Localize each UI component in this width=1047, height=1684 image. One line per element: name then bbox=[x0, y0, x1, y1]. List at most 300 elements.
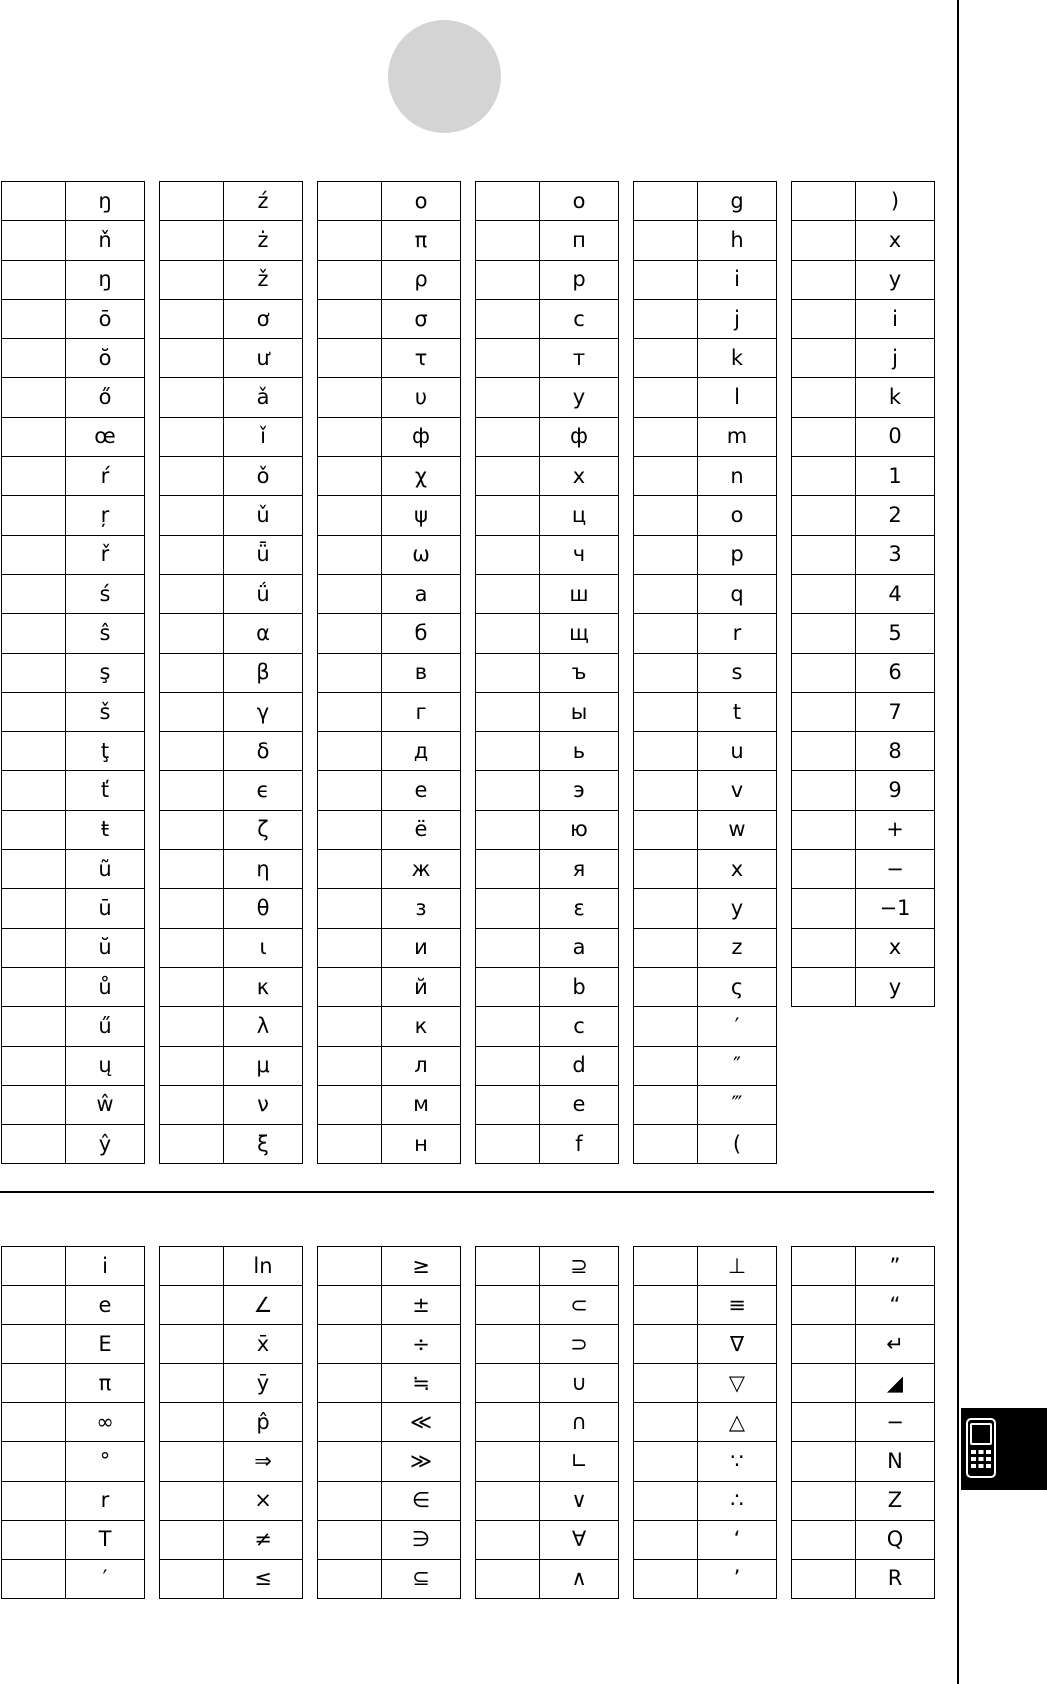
code-cell bbox=[476, 1520, 540, 1559]
code-cell bbox=[318, 1247, 382, 1286]
glyph-cell: ≡ bbox=[698, 1286, 777, 1325]
code-cell bbox=[2, 1046, 66, 1085]
glyph-cell: −1 bbox=[856, 889, 935, 928]
glyph-cell: ф bbox=[382, 417, 461, 456]
glyph-cell: ′ bbox=[66, 1559, 145, 1598]
glyph-cell: y bbox=[856, 260, 935, 299]
glyph-cell: ź bbox=[224, 182, 303, 221]
glyph-cell: ≥ bbox=[382, 1247, 461, 1286]
glyph-cell: е bbox=[382, 771, 461, 810]
glyph-cell: ǔ bbox=[224, 496, 303, 535]
table-row bbox=[476, 889, 619, 928]
glyph-cell: 5 bbox=[856, 614, 935, 653]
glyph-cell: u bbox=[698, 732, 777, 771]
code-cell bbox=[160, 1325, 224, 1364]
code-cell bbox=[318, 1559, 382, 1598]
glyph-cell: χ bbox=[382, 457, 461, 496]
glyph-cell: ± bbox=[382, 1286, 461, 1325]
glyph-cell: ǒ bbox=[224, 457, 303, 496]
table-row bbox=[476, 1125, 619, 1164]
table-row bbox=[634, 1520, 777, 1559]
table-row bbox=[792, 417, 935, 456]
glyph-cell: 0 bbox=[856, 417, 935, 456]
table-row bbox=[792, 535, 935, 574]
table-row bbox=[634, 339, 777, 378]
glyph-cell: ∀ bbox=[540, 1520, 619, 1559]
table-row bbox=[2, 614, 145, 653]
code-cell bbox=[476, 967, 540, 1006]
glyph-cell: y bbox=[698, 889, 777, 928]
code-cell bbox=[2, 732, 66, 771]
table-row bbox=[318, 1286, 461, 1325]
glyph-cell: х bbox=[540, 457, 619, 496]
glyph-cell: N bbox=[856, 1442, 935, 1481]
glyph-cell: o bbox=[698, 496, 777, 535]
code-cell bbox=[792, 260, 856, 299]
table-row bbox=[318, 1442, 461, 1481]
char-table-4 bbox=[475, 181, 619, 1164]
table-row bbox=[2, 967, 145, 1006]
glyph-cell: ŏ bbox=[66, 339, 145, 378]
symbol-table-3 bbox=[317, 1246, 461, 1599]
glyph-cell: ⇒ bbox=[224, 1442, 303, 1481]
code-cell bbox=[2, 457, 66, 496]
table-row bbox=[318, 496, 461, 535]
table-row bbox=[2, 339, 145, 378]
glyph-cell: ч bbox=[540, 535, 619, 574]
table-row bbox=[476, 457, 619, 496]
code-cell bbox=[634, 692, 698, 731]
glyph-cell: т bbox=[540, 339, 619, 378]
table-row bbox=[792, 1325, 935, 1364]
glyph-cell: △ bbox=[698, 1403, 777, 1442]
glyph-cell: e bbox=[540, 1085, 619, 1124]
code-cell bbox=[160, 1520, 224, 1559]
symbol-table-5 bbox=[633, 1246, 777, 1599]
table-row bbox=[318, 1364, 461, 1403]
table-row bbox=[634, 850, 777, 889]
code-cell bbox=[2, 810, 66, 849]
glyph-cell: з bbox=[382, 889, 461, 928]
table-row bbox=[476, 417, 619, 456]
table-row bbox=[634, 732, 777, 771]
glyph-cell: i bbox=[698, 260, 777, 299]
table-row bbox=[634, 457, 777, 496]
code-cell bbox=[476, 1442, 540, 1481]
code-cell bbox=[160, 1007, 224, 1046]
glyph-cell: ο bbox=[382, 182, 461, 221]
glyph-cell: ё bbox=[382, 810, 461, 849]
table-row bbox=[160, 1403, 303, 1442]
glyph-cell: ( bbox=[698, 1125, 777, 1164]
glyph-cell: и bbox=[382, 928, 461, 967]
table-row bbox=[318, 889, 461, 928]
glyph-cell: ≤ bbox=[224, 1559, 303, 1598]
table-row bbox=[792, 574, 935, 613]
glyph-cell: − bbox=[856, 1403, 935, 1442]
table-row bbox=[792, 457, 935, 496]
code-cell bbox=[160, 496, 224, 535]
code-cell bbox=[792, 1481, 856, 1520]
glyph-cell: q bbox=[698, 574, 777, 613]
glyph-cell: ∠ bbox=[224, 1286, 303, 1325]
table-row bbox=[160, 182, 303, 221]
table-row bbox=[634, 967, 777, 1006]
char-table-3 bbox=[317, 181, 461, 1164]
code-cell bbox=[792, 1286, 856, 1325]
table-row bbox=[2, 1364, 145, 1403]
glyph-cell: ρ bbox=[382, 260, 461, 299]
glyph-cell: 8 bbox=[856, 732, 935, 771]
glyph-cell: ÷ bbox=[382, 1325, 461, 1364]
code-cell bbox=[634, 1046, 698, 1085]
table-row bbox=[2, 1085, 145, 1124]
code-cell bbox=[476, 1364, 540, 1403]
code-cell bbox=[634, 1247, 698, 1286]
table-row bbox=[160, 1007, 303, 1046]
code-cell bbox=[318, 339, 382, 378]
code-cell bbox=[318, 653, 382, 692]
glyph-cell: 2 bbox=[856, 496, 935, 535]
glyph-cell: а bbox=[382, 574, 461, 613]
table-row bbox=[476, 1046, 619, 1085]
code-cell bbox=[160, 299, 224, 338]
glyph-cell: − bbox=[856, 850, 935, 889]
glyph-cell: τ bbox=[382, 339, 461, 378]
table-row bbox=[160, 221, 303, 260]
glyph-cell: z bbox=[698, 928, 777, 967]
glyph-cell: δ bbox=[224, 732, 303, 771]
glyph-cell: ≪ bbox=[382, 1403, 461, 1442]
table-row bbox=[792, 1364, 935, 1403]
code-cell bbox=[2, 614, 66, 653]
glyph-cell: ň bbox=[66, 221, 145, 260]
glyph-cell: ť bbox=[66, 771, 145, 810]
table-row bbox=[2, 1046, 145, 1085]
code-cell bbox=[318, 182, 382, 221]
code-cell bbox=[634, 535, 698, 574]
glyph-cell: j bbox=[856, 339, 935, 378]
code-cell bbox=[634, 1442, 698, 1481]
glyph-cell: g bbox=[698, 182, 777, 221]
table-row bbox=[318, 457, 461, 496]
glyph-cell: π bbox=[382, 221, 461, 260]
table-row bbox=[2, 928, 145, 967]
code-cell bbox=[792, 889, 856, 928]
table-row bbox=[634, 417, 777, 456]
table-row bbox=[318, 692, 461, 731]
char-table-5 bbox=[633, 181, 777, 1164]
code-cell bbox=[160, 535, 224, 574]
table-row bbox=[160, 1442, 303, 1481]
code-cell bbox=[792, 928, 856, 967]
table-row bbox=[792, 1247, 935, 1286]
code-cell bbox=[160, 417, 224, 456]
table-row bbox=[2, 496, 145, 535]
glyph-cell: r bbox=[66, 1481, 145, 1520]
glyph-cell: e bbox=[66, 1286, 145, 1325]
table-row bbox=[476, 692, 619, 731]
code-cell bbox=[2, 928, 66, 967]
code-cell bbox=[634, 1286, 698, 1325]
char-table-2 bbox=[159, 181, 303, 1164]
code-cell bbox=[160, 1559, 224, 1598]
code-cell bbox=[2, 1442, 66, 1481]
code-cell bbox=[792, 810, 856, 849]
code-cell bbox=[160, 928, 224, 967]
glyph-cell: ϵ bbox=[224, 771, 303, 810]
code-cell bbox=[634, 850, 698, 889]
glyph-cell: ő bbox=[66, 378, 145, 417]
table-row bbox=[318, 1085, 461, 1124]
table-row bbox=[634, 378, 777, 417]
table-row bbox=[318, 1247, 461, 1286]
code-cell bbox=[634, 1403, 698, 1442]
code-cell bbox=[634, 260, 698, 299]
table-row bbox=[792, 1559, 935, 1598]
code-cell bbox=[318, 928, 382, 967]
code-cell bbox=[160, 850, 224, 889]
table-row bbox=[318, 1481, 461, 1520]
table-row bbox=[634, 810, 777, 849]
glyph-cell: ŋ bbox=[66, 260, 145, 299]
code-cell bbox=[160, 771, 224, 810]
code-cell bbox=[476, 299, 540, 338]
table-row bbox=[2, 535, 145, 574]
table-row bbox=[2, 182, 145, 221]
code-cell bbox=[160, 1442, 224, 1481]
glyph-cell: ư bbox=[224, 339, 303, 378]
glyph-cell: д bbox=[382, 732, 461, 771]
code-cell bbox=[476, 417, 540, 456]
table-row bbox=[634, 653, 777, 692]
code-cell bbox=[634, 1007, 698, 1046]
code-cell bbox=[476, 653, 540, 692]
table-row bbox=[792, 182, 935, 221]
table-row bbox=[318, 221, 461, 260]
table-row bbox=[160, 1247, 303, 1286]
table-row bbox=[2, 1286, 145, 1325]
table-row bbox=[318, 850, 461, 889]
code-cell bbox=[160, 1125, 224, 1164]
code-cell bbox=[792, 653, 856, 692]
code-cell bbox=[792, 732, 856, 771]
table-row bbox=[318, 378, 461, 417]
code-cell bbox=[318, 1286, 382, 1325]
table-row bbox=[476, 535, 619, 574]
symbol-table-6 bbox=[791, 1246, 935, 1599]
table-row bbox=[2, 1125, 145, 1164]
glyph-cell: ∈ bbox=[382, 1481, 461, 1520]
code-cell bbox=[318, 732, 382, 771]
code-cell bbox=[318, 574, 382, 613]
code-cell bbox=[2, 771, 66, 810]
table-row bbox=[318, 1125, 461, 1164]
glyph-cell: γ bbox=[224, 692, 303, 731]
glyph-cell: ∧ bbox=[540, 1559, 619, 1598]
glyph-cell: 1 bbox=[856, 457, 935, 496]
code-cell bbox=[2, 574, 66, 613]
table-row bbox=[2, 1325, 145, 1364]
code-cell bbox=[318, 810, 382, 849]
code-cell bbox=[318, 1046, 382, 1085]
code-cell bbox=[2, 1007, 66, 1046]
glyph-cell: ơ bbox=[224, 299, 303, 338]
glyph-cell: d bbox=[540, 1046, 619, 1085]
glyph-cell: 6 bbox=[856, 653, 935, 692]
glyph-cell: ř bbox=[66, 535, 145, 574]
code-cell bbox=[2, 1559, 66, 1598]
code-cell bbox=[2, 339, 66, 378]
code-cell bbox=[792, 967, 856, 1006]
table-row bbox=[2, 1442, 145, 1481]
glyph-cell: ’ bbox=[698, 1559, 777, 1598]
code-cell bbox=[476, 732, 540, 771]
table-row bbox=[2, 260, 145, 299]
glyph-cell: л bbox=[382, 1046, 461, 1085]
glyph-cell: ż bbox=[224, 221, 303, 260]
glyph-cell: ъ bbox=[540, 653, 619, 692]
code-cell bbox=[476, 614, 540, 653]
glyph-cell: ′ bbox=[698, 1007, 777, 1046]
table-row bbox=[476, 928, 619, 967]
table-row bbox=[2, 417, 145, 456]
code-cell bbox=[318, 850, 382, 889]
table-row bbox=[634, 1325, 777, 1364]
table-row bbox=[634, 299, 777, 338]
glyph-cell: ∞ bbox=[66, 1403, 145, 1442]
glyph-cell: k bbox=[698, 339, 777, 378]
table-row bbox=[634, 221, 777, 260]
code-cell bbox=[318, 299, 382, 338]
code-cell bbox=[476, 1046, 540, 1085]
glyph-cell: ∨ bbox=[540, 1481, 619, 1520]
table-row bbox=[160, 1125, 303, 1164]
glyph-cell: ζ bbox=[224, 810, 303, 849]
glyph-cell: в bbox=[382, 653, 461, 692]
glyph-cell: ф bbox=[540, 417, 619, 456]
glyph-cell: ‴ bbox=[698, 1085, 777, 1124]
table-row bbox=[476, 810, 619, 849]
table-row bbox=[792, 299, 935, 338]
glyph-cell: ° bbox=[66, 1442, 145, 1481]
code-cell bbox=[318, 496, 382, 535]
code-cell bbox=[792, 1325, 856, 1364]
glyph-cell: ▽ bbox=[698, 1364, 777, 1403]
table-row bbox=[318, 535, 461, 574]
table-row bbox=[160, 1481, 303, 1520]
glyph-cell: о bbox=[540, 182, 619, 221]
table-row bbox=[318, 1520, 461, 1559]
table-row bbox=[634, 1403, 777, 1442]
code-cell bbox=[476, 339, 540, 378]
code-cell bbox=[160, 653, 224, 692]
table-row bbox=[2, 1559, 145, 1598]
code-cell bbox=[634, 1085, 698, 1124]
code-cell bbox=[634, 221, 698, 260]
code-cell bbox=[318, 771, 382, 810]
code-cell bbox=[2, 299, 66, 338]
code-cell bbox=[476, 1325, 540, 1364]
table-row bbox=[160, 1085, 303, 1124]
glyph-cell: v bbox=[698, 771, 777, 810]
table-row bbox=[476, 1325, 619, 1364]
table-row bbox=[634, 1125, 777, 1164]
table-row bbox=[476, 1481, 619, 1520]
glyph-cell: ∵ bbox=[698, 1442, 777, 1481]
table-row bbox=[792, 1403, 935, 1442]
table-row bbox=[792, 653, 935, 692]
table-row bbox=[476, 260, 619, 299]
symbol-table-2 bbox=[159, 1246, 303, 1599]
table-row bbox=[160, 889, 303, 928]
table-row bbox=[160, 771, 303, 810]
glyph-cell: ж bbox=[382, 850, 461, 889]
glyph-cell: ž bbox=[224, 260, 303, 299]
code-cell bbox=[160, 1364, 224, 1403]
glyph-cell: ⊆ bbox=[382, 1559, 461, 1598]
table-row bbox=[2, 771, 145, 810]
table-row bbox=[792, 496, 935, 535]
code-cell bbox=[792, 1520, 856, 1559]
code-cell bbox=[318, 614, 382, 653]
table-row bbox=[318, 1559, 461, 1598]
table-row bbox=[792, 810, 935, 849]
code-cell bbox=[318, 221, 382, 260]
table-row bbox=[160, 1364, 303, 1403]
code-cell bbox=[318, 1520, 382, 1559]
glyph-cell: ş bbox=[66, 653, 145, 692]
glyph-cell: λ bbox=[224, 1007, 303, 1046]
code-cell bbox=[634, 928, 698, 967]
table-row bbox=[634, 1085, 777, 1124]
code-cell bbox=[2, 653, 66, 692]
glyph-cell: j bbox=[698, 299, 777, 338]
code-cell bbox=[2, 1403, 66, 1442]
code-cell bbox=[2, 1481, 66, 1520]
code-cell bbox=[160, 614, 224, 653]
glyph-cell: Z bbox=[856, 1481, 935, 1520]
glyph-cell: г bbox=[382, 692, 461, 731]
table-row bbox=[634, 260, 777, 299]
table-row bbox=[2, 574, 145, 613]
table-row bbox=[318, 339, 461, 378]
glyph-cell: 9 bbox=[856, 771, 935, 810]
code-cell bbox=[476, 1403, 540, 1442]
glyph-cell: ũ bbox=[66, 850, 145, 889]
code-cell bbox=[634, 574, 698, 613]
code-cell bbox=[476, 574, 540, 613]
code-cell bbox=[634, 967, 698, 1006]
glyph-cell: ∪ bbox=[540, 1364, 619, 1403]
table-row bbox=[160, 1286, 303, 1325]
code-cell bbox=[476, 1125, 540, 1164]
calculator-icon bbox=[966, 1418, 996, 1478]
code-cell bbox=[160, 889, 224, 928]
glyph-cell: ‘ bbox=[698, 1520, 777, 1559]
table-row bbox=[634, 771, 777, 810]
table-row bbox=[2, 692, 145, 731]
code-cell bbox=[160, 810, 224, 849]
glyph-cell: ь bbox=[540, 732, 619, 771]
table-row bbox=[160, 417, 303, 456]
code-cell bbox=[318, 1007, 382, 1046]
table-row bbox=[2, 457, 145, 496]
table-row bbox=[476, 339, 619, 378]
glyph-cell: ŧ bbox=[66, 810, 145, 849]
glyph-cell: н bbox=[382, 1125, 461, 1164]
code-cell bbox=[2, 1247, 66, 1286]
